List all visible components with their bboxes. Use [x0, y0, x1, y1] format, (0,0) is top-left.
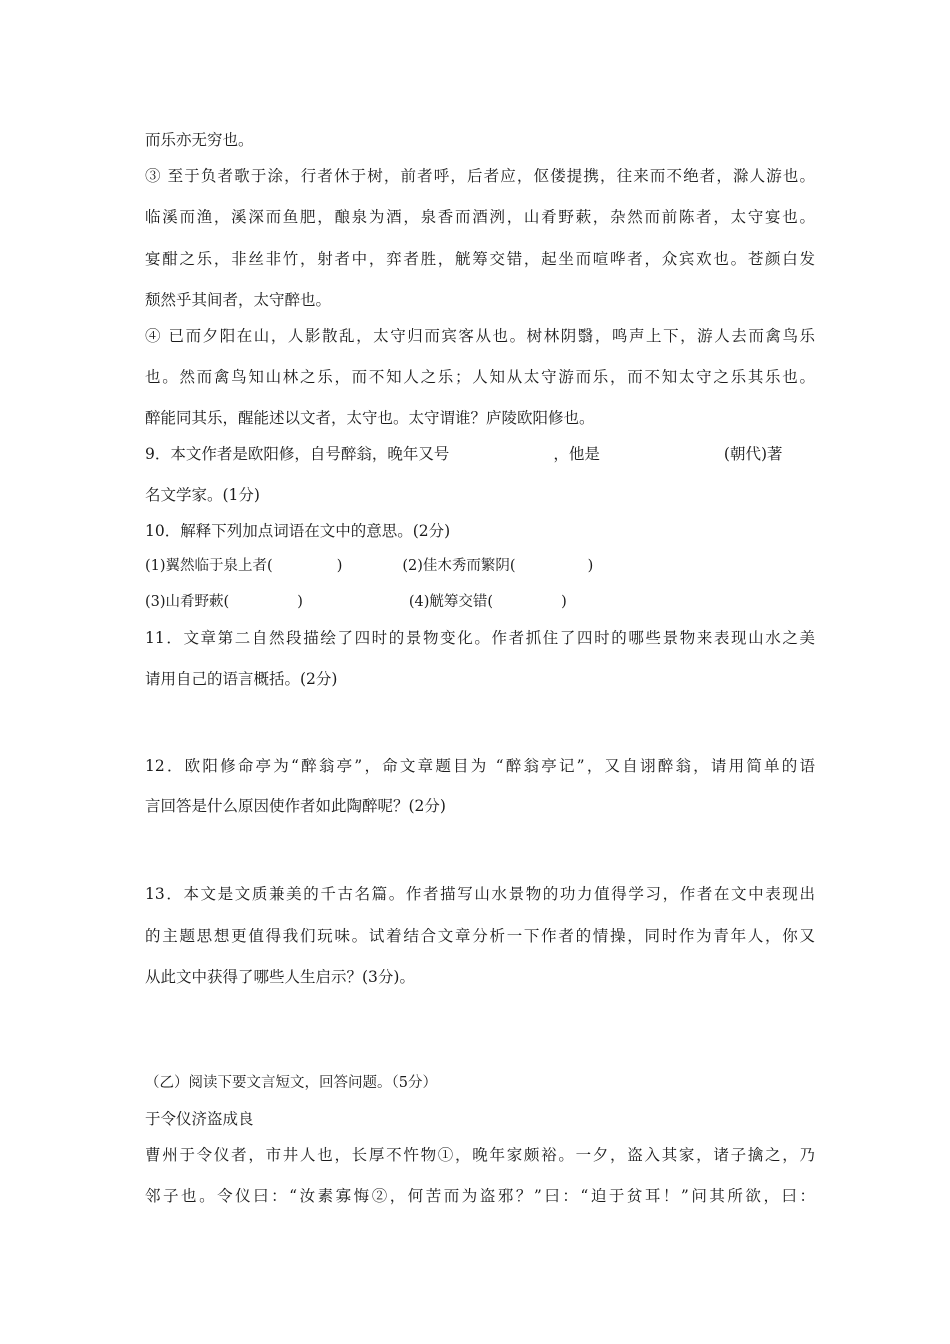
question-10-item-4: (4)觥筹交错(: [408, 594, 494, 610]
question-10-item-1: (1)翼然临于泉上者(: [145, 558, 273, 574]
question-10-item-2: (2)佳木秀而繁阴(: [402, 558, 516, 574]
question-10-title: 10．解释下列加点词语在文中的意思。(2分): [145, 522, 451, 540]
question-10-row: [145, 592, 815, 612]
close-paren: ): [587, 558, 594, 574]
question-11-line1: 11．文章第二自然段描绘了四时的景物变化。作者抓住了四时的哪些景物来表现山水之美: [145, 629, 815, 647]
passage-line: ④ 已而夕阳在山，人影散乱，太守归而宾客从也。树林阴翳，鸣声上下，游人去而禽鸟乐: [145, 327, 815, 345]
passage-line: 临溪而渔，溪深而鱼肥，酿泉为酒，泉香而酒洌，山肴野蔌，杂然而前陈者，太守宴也。: [145, 208, 815, 226]
passage-line: 宴酣之乐，非丝非竹，射者中，弈者胜，觥筹交错，起坐而喧哗者，众宾欢也。苍颜白发: [145, 250, 815, 268]
passage-line: 也。然而禽鸟知山林之乐，而不知人之乐；人知从太守游而乐，而不知太守之乐其乐也。: [145, 368, 815, 386]
close-paren: ): [297, 594, 303, 610]
passage-line: 而乐亦无穷也。: [145, 131, 254, 149]
question-13-line2: 的主题思想更值得我们玩味。试着结合文章分析一下作者的情操，同时作为青年人，你又: [145, 927, 815, 945]
close-paren: ): [561, 594, 567, 610]
question-9-part3: (朝代)著: [723, 445, 783, 463]
question-9-part1: 9．本文作者是欧阳修，自号醉翁，晚年又号: [145, 445, 450, 463]
question-13-line3: 从此文中获得了哪些人生启示？(3分)。: [145, 968, 415, 986]
question-9: [145, 444, 815, 464]
part-b-title: 于令仪济盗成良: [145, 1110, 254, 1128]
passage-line: 醉能同其乐，醒能述以文者，太守也。太守谓谁？庐陵欧阳修也。: [145, 409, 595, 427]
part-b-line: 邻子也。令仪曰：“汝素寡悔②，何苦而为盗邪？”曰：“迫于贫耳！”问其所欲，曰：: [145, 1187, 815, 1205]
question-12-line1: 12．欧阳修命亭为“醉翁亭”，命文章题目为 “醉翁亭记”，又自诩醉翁，请用简单的语: [145, 757, 815, 775]
question-9-line2: 名文学家。(1分): [145, 486, 260, 504]
passage-line: ③ 至于负者歌于涂，行者休于树，前者呼，后者应，伛偻提携，往来而不绝者，滁人游也。: [145, 167, 815, 185]
question-10-row: [145, 556, 815, 576]
close-paren: ): [336, 558, 343, 574]
question-10-item-3: (3)山肴野蔌(: [145, 594, 230, 610]
part-b-instruction: （乙）阅读下要文言短文，回答问题。（5分）: [145, 1075, 437, 1091]
question-12-line2: 言回答是什么原因使作者如此陶醉呢？(2分): [145, 797, 446, 815]
question-13-line1: 13．本文是文质兼美的千古名篇。作者描写山水景物的功力值得学习，作者在文中表现出: [145, 885, 815, 903]
part-b-line: 曹州于令仪者，市井人也，长厚不忤物①，晚年家颇裕。一夕，盗入其家，诸子擒之，乃: [145, 1146, 815, 1164]
question-9-part2: ，他是: [553, 445, 600, 463]
passage-line: 颓然乎其间者，太守醉也。: [145, 291, 332, 309]
question-11-line2: 请用自己的语言概括。(2分): [145, 670, 338, 688]
